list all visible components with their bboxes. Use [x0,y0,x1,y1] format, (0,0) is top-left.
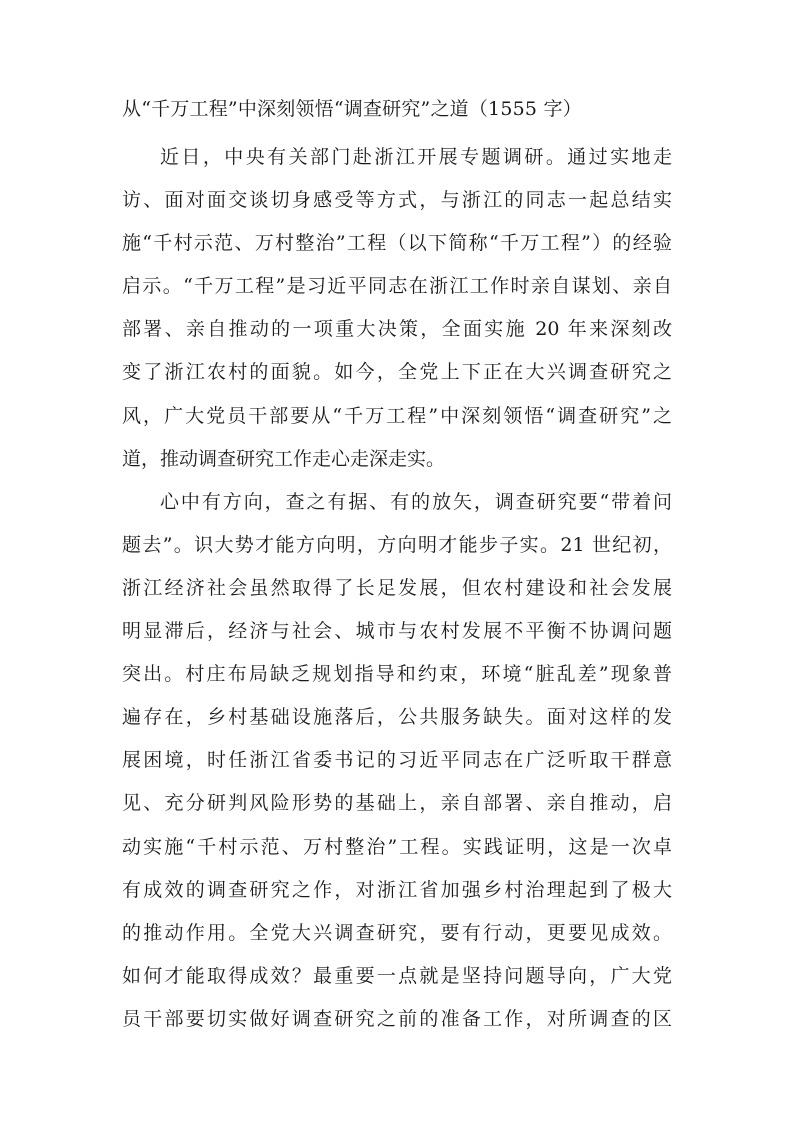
text-line: 展困境，时任浙江省委书记的习近平同志在广泛听取干群意 [122,749,672,772]
text-line: 心中有方向，查之有据、有的放矢，调查研究要“带着问 [160,490,672,513]
text-line: 浙江经济社会虽然取得了长足发展，但农村建设和社会发展 [122,576,672,599]
text-line: 员干部要切实做好调查研究之前的准备工作，对所调查的区 [122,1007,672,1030]
text-line: 有成效的调查研究之作，对浙江省加强乡村治理起到了极大 [122,878,672,901]
text-line: 施“千村示范、万村整治”工程（以下简称“千万工程”）的经验 [122,232,672,255]
text-line: 部署、亲自推动的一项重大决策，全面实施 20 年来深刻改 [122,318,672,341]
paragraph-1 [122,136,672,481]
paragraph-2 [122,481,672,1041]
document-body [122,136,672,1041]
text-line: 突出。村庄布局缺乏规划指导和约束，环境“脏乱差”现象普 [122,663,672,686]
text-line: 启示。“千万工程”是习近平同志在浙江工作时亲自谋划、亲自 [122,275,672,298]
text-line: 见、充分研判风险形势的基础上，亲自部署、亲自推动，启 [122,792,672,815]
text-line: 近日，中央有关部门赴浙江开展专题调研。通过实地走 [160,146,672,168]
text-line: 的推动作用。全党大兴调查研究，要有行动，更要见成效。 [122,921,672,944]
text-line: 道，推动调查研究工作走心走深走实。 [122,447,446,470]
text-line: 动实施“千村示范、万村整治”工程。实践证明，这是一次卓 [122,835,672,858]
text-line: 如何才能取得成效？最重要一点就是坚持问题导向，广大党 [122,964,672,987]
document-title: 从“千万工程”中深刻领悟“调查研究”之道（1555 字） [122,98,582,120]
text-line: 题去”。识大势才能方向明，方向明才能步子实。21 世纪初， [122,533,672,556]
text-line: 明显滞后，经济与社会、城市与农村发展不平衡不协调问题 [122,620,672,643]
text-line: 访、面对面交谈切身感受等方式，与浙江的同志一起总结实 [122,189,672,212]
text-line: 变了浙江农村的面貌。如今，全党上下正在大兴调查研究之 [122,361,672,384]
text-line: 风，广大党员干部要从“千万工程”中深刻领悟“调查研究”之 [122,404,672,427]
text-line: 遍存在，乡村基础设施落后，公共服务缺失。面对这样的发 [122,706,672,729]
